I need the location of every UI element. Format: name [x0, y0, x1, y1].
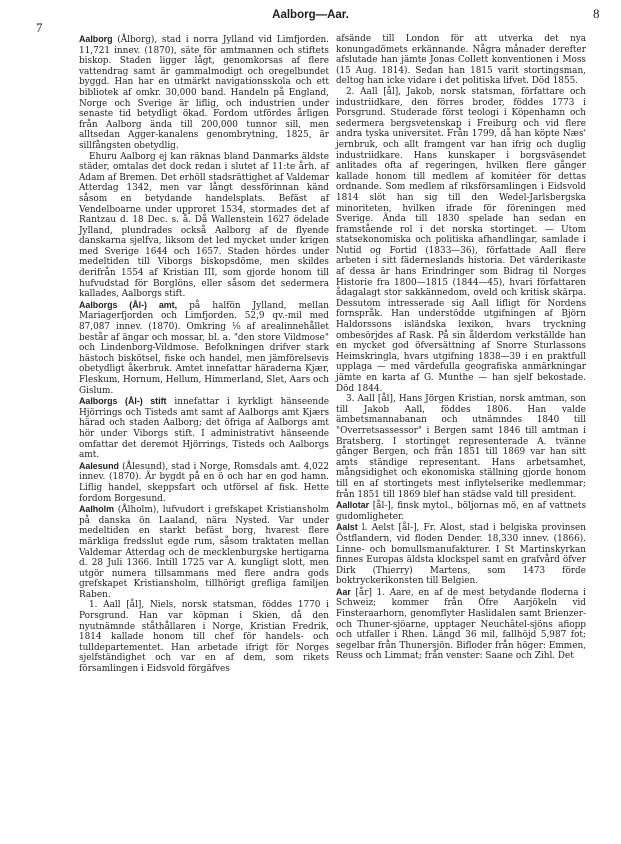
- entry-text: på halfön Jylland, mellan Mariagerfjorden och Limfjorden. 52,9 qv.-mil med 87,087 innev. (1870). Omkring ⅛ af arealinnehållet består af ängar och mossar, bl. a. "den store Vildmose" och Lindenborg-Vildmose. Befolkningen drifver stark hästoch biskötsel, fiske och handel, men jämförelsevis obetydligt åkerbruk. Amtet innefattar häraderna Kjær, Fleskum, Hornum, Hellum, Himmerland, Slet, Aars och Gislum.: [79, 300, 330, 396]
- page-number-left: 7: [36, 20, 43, 35]
- page-number-right: 8: [593, 6, 600, 21]
- headword: Aalborgs (Ål-) amt,: [79, 299, 178, 310]
- entry-text: (Ålborg), stad i norra Jylland vid Limfjorden. 11,721 innev. (1870), säte för amtmannen och stiftets biskop. Staden ligger lågt, genomkorsas af flere vattendrag samt är gammalmodigt och oregelbundet byggd. Han har en utmärkt navigationsskola och ett bibliotek af omkr. 30,000 band. Handeln på England, Norge och Sverige är liflig, och industrien under senaste tid betydligt ökad. Fordom utfördes årligen från Aalborg ända till 200,000 tunnor sill, men alltsedan Agger-kanalens genombrytning, 1825, är sillfångsten obetydlig.: [79, 35, 329, 151]
- entry-aall-niels: 1. Aall [ål], Niels, norsk statsman, föddes 1770 i Porsgrund. Han var köpman i Skien, då den nyutnämnde ståthållaren i Norge, Kristian Fredrik, 1814 kallade honom till chef för handels- och tulldepartementet. Han arbetade ifrigt för Norges sjelfständighet och var en af dem, som rikets församlingen i Eidsvold förgäfves: [79, 600, 329, 675]
- headword: Aalesund: [79, 460, 119, 471]
- entry-aalborg: [79, 34, 329, 152]
- right-column: [336, 34, 586, 662]
- headword: Aalborg: [79, 34, 113, 44]
- entry-aalborgs-stift: [79, 396, 329, 461]
- entry-aalesund: [79, 461, 329, 504]
- entry-aalholm: [79, 504, 329, 600]
- entry-text: (Ålholm), lufvudort i grefskapet Kristiansholm på danska ön Laaland, nära Nysted. Var under medeltiden en starkt befäst borg, hvarest flere märkliga fredsslut egde rum, såsom traktaten mellan Valdemar Atterdag och de mecklenburgske hertigarna d. 28 Juli 1366. Intill 1725 var A. kungligt slott, men utgör numera tillsammans med flere andra gods grefskapet Kristiansholm, tillhörigt grefliga familjen Raben.: [79, 505, 330, 600]
- entry-aalborgs-amt: [79, 300, 329, 396]
- entry-text: l. Aelst [ål-], Fr. Alost, stad i belgiska provinsen Östflandern, vid floden Dender. 18,330 innev. (1866). Linne- och bomullsmanufakturer. I St Martinskyrkan finnes Europas äldsta klockspel samt en grafvård öfver Dirk (Thierry) Martens, som 1473 förde boktryckerikonsten till Belgien.: [336, 523, 586, 587]
- paragraph: Ehuru Aalborg ej kan räknas bland Danmarks äldste städer, omtalas det dock redan i slutet af 11:te årh. af Adam af Bremen. Det erhöll stadsrättighet af Valdemar Atterdag 1342, men var långt dessförinnan känd såsom en betydande handelsplats. Befäst af Vendelboarne under upproret 1534, stormades det af Rantzau d. 18 Dec. s. å. Då Wallenstein 1627 ödelade Jylland, plundrades också Aalborg af de flyende danskarna sjelfva, liksom det led mycket under krigen med Sverige 1644 och 1657. Staden hördes under medeltiden till Viborgs biskopsdöme, men skildes derifrån 1554 af Kristian III, som gjorde honom till hufvudstad för Borglöns, eller såsom det sedermera kallades, Aalborgs stift.: [79, 151, 329, 300]
- entry-aall-jakob: 2. Aall [ål], Jakob, norsk statsman, författare och industriidkare, den förres broder, föddes 1773 i Porsgrund. Studerade först teologi i Köpenhamn och sedermera bergsvetenskap i Freiburg och vid flere andra tyska universitet. Från 1799, då han köpte Næs' jernbruk, och allt framgent var han ifrig och duglig industriidkare. Hans kunskaper i borgsväsendet anlitades ofta af regeringen, hvilken flere gånger kallade honom till medlem af komitéer för dettas ordnande. Som medlem af riksförsamlingen i Eidsvold 1814 slöt han sig till den Wedel-Jarlsbergska minoriteten, hvilken ifrade för föreningen med Sverige. Ända till 1830 spelade han sedan en framstående rol i det norska stortinget. — Utom statsekonomiska och politiska afhandlingar, samlade i Nutid og Fortid (1833—36), författade Aall flere arbeten i sitt fäderneslands historia. Det värderikaste af dessa är hans Erindringer som Bidrag til Norges Historie fra 1800—1815 (1844—45), hvari författaren ådagalagt stor sakkännedom, oveld och kritisk skärpa. Dessutom intresserade sig Aall lifligt för Nordens fornspråk. Han understödde utgifningen af Björn Haldorssons isländska lexikon, hvars tryckning ombesörjdes af Rask. På sin ålderdom verkställde han en mycket god öfversättning af Snorre Sturlassons Heimskringla, hvars utgifning 1838—39 i en praktfull upplaga — med värdefulla geografiska anmärkningar jämte en karta af G. Munthe — han sjelf bekostade. Död 1844.: [336, 86, 586, 394]
- entry-text: (Ålesund), stad i Norge, Romsdals amt. 4,022 innev. (1870). Är bygdt på en ö och har en god hamn. Liflig handel, skeppsfart och utförsel af fisk. Hette fordom Borgesund.: [79, 461, 329, 504]
- headword: Aalborgs (Ål-) stift: [79, 396, 167, 407]
- entry-aar: [336, 587, 586, 662]
- entry-aallotar: [336, 500, 586, 522]
- headword: Aar: [336, 586, 351, 597]
- entry-aalst: [336, 522, 586, 587]
- headword: Aallotar: [336, 500, 370, 511]
- page-header: Aalborg—Aar.: [272, 9, 349, 21]
- left-column: [79, 34, 329, 675]
- entry-aall-hans: 3. Aall [ål], Hans Jörgen Kristian, norsk amtman, son till Jakob Aall, föddes 1806. Han valde ämbetsmannabanan och utnämndes 1840 till "Overretsassessor" i Bergen samt 1846 till amtman i Bratsberg. I stortinget representerade A. tvänne gånger Bergen, och från 1851 till 1869 var han sitt amts ständige representant. Hans arbetsamhet, mångsidighet och ekonomiska ställning gjorde honom till en af stortingets mest inflytelserike medlemmar; från 1851 till 1869 blef han städse vald till president.: [336, 394, 586, 500]
- paragraph: afsände till London för att utverka det nya konungadömets erkännande. Några månader derefter afslutade han jämte Jonas Collett konventionen i Moss (15 Aug. 1814). Sedan han 1815 varit stortingsman, deltog han icke vidare i det politiska lifvet. Död 1855.: [336, 34, 586, 87]
- headword: Aalholm: [79, 504, 115, 515]
- entry-text: innefattar i kyrkligt hänseende Hjörrings och Tisteds amt samt af Aalborgs amt Kjærs härad och staden Aalborg; det öfriga af Aalborgs amt hör under Viborgs stift. I administrativt hänseende omfattar det deremot Hjörrings, Tisteds och Aalborgs amt.: [79, 397, 330, 461]
- entry-text: [ål-], finsk mytol., böljornas mö, en af vattnets gudomligheter.: [336, 501, 586, 522]
- entry-text: [år] 1. Aare, en af de mest betydande floderna i Schweiz; kommer från Öfre Aarjökeln vid Finsteraarhorn, genomflyter Haslidalen samt Brienzer- och Thuner-sjöarne, upptager Neuchâtel-sjöns afiopp och utfaller i Rhen. Längd 36 mil, fallhöjd 5,987 fot; segelbar från Thunersjön. Bifloder från höger: Emmen, Reuss och Limmat; från venster: Saane och Zihl. Det: [336, 587, 586, 662]
- headword: Aalst: [336, 522, 358, 533]
